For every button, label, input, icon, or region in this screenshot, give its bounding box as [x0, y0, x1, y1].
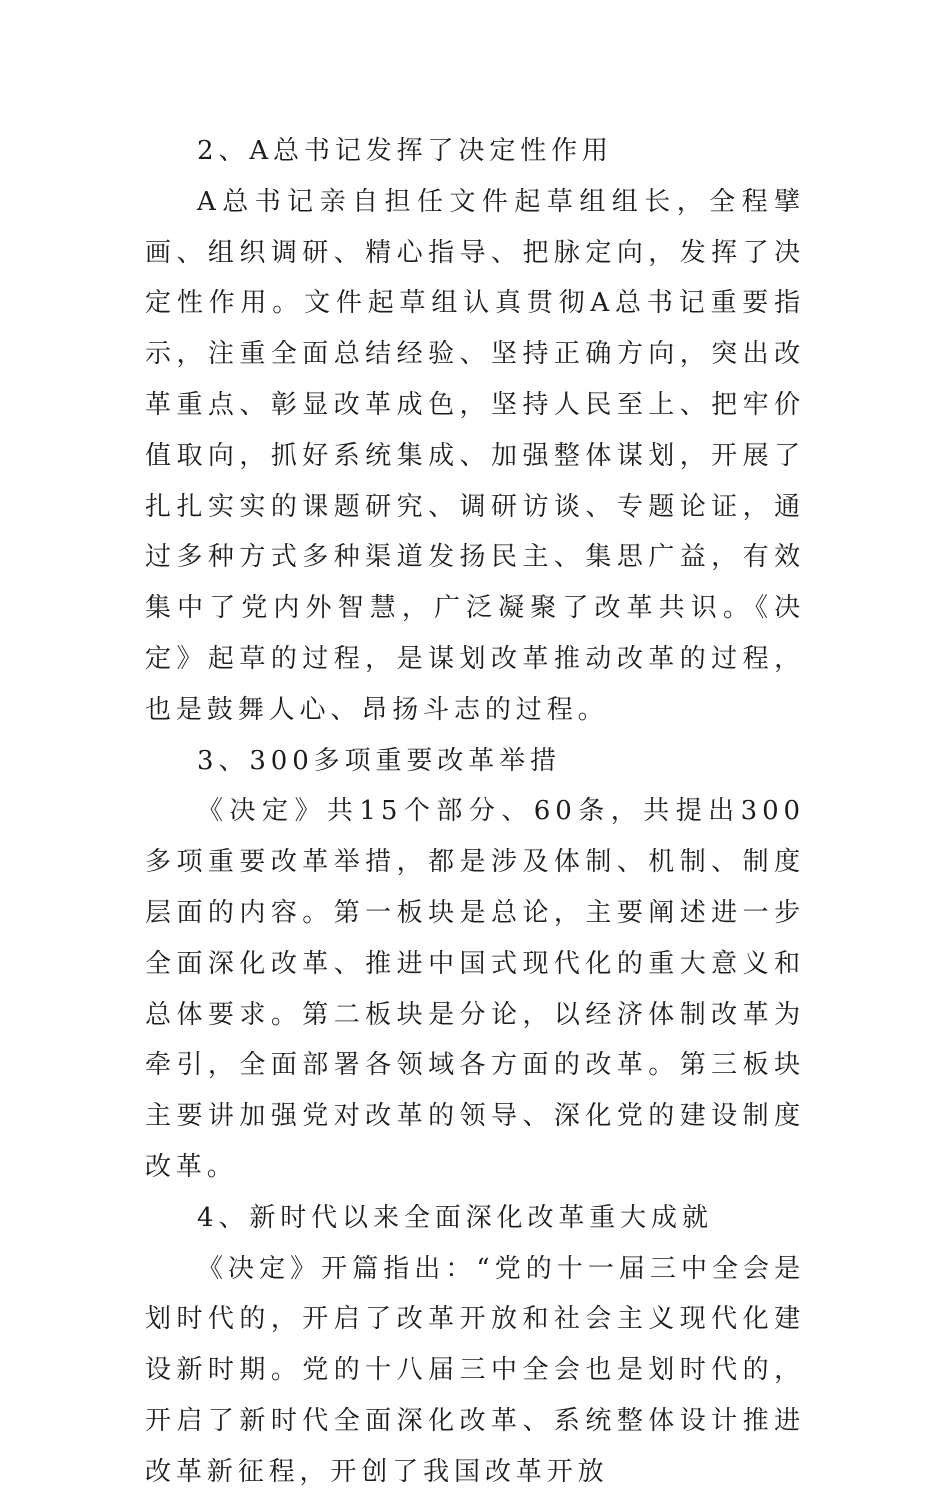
section-body-4: 《决定》开篇指出：“党的十一届三中全会是划时代的，开启了改革开放和社会主义现代化建设新时期。党的十八届三中全会也是划时代的，开启了新时代全面深化改革、系统整体设计推进改革新征程，开创了我国改革开放 [145, 1253, 805, 1487]
section-body-2: A总书记亲自担任文件起草组组长，全程擘画、组织调研、精心指导、把脉定向，发挥了决定性作用。文件起草组认真贯彻A总书记重要指示，注重全面总结经验、坚持正确方向，突出改革重点、彰显改革成色，坚持人民至上、把牢价值取向，抓好系统集成、加强整体谋划，开展了扎扎实实的课题研究、调研访谈、专题论证，通过多种方式多种渠道发扬民主、集思广益，有效集中了党内外智慧，广泛凝聚了改革共识。《决定》起草的过程，是谋划改革推动改革的过程，也是鼓舞人心、昂扬斗志的过程。 [145, 186, 805, 725]
document-page [145, 126, 805, 1498]
section-heading-4: 4、新时代以来全面深化改革重大成就 [197, 1202, 713, 1233]
section-body-3: 《决定》共15个部分、60条，共提出300多项重要改革举措，都是涉及体制、机制、制度层面的内容。第一板块是总论，主要阐述进一步全面深化改革、推进中国式现代化的重大意义和总体要求。第二板块是分论，以经济体制改革为牵引，全面部署各领域各方面的改革。第三板块主要讲加强党对改革的领导、深化党的建设制度改革。 [145, 796, 805, 1182]
section-heading-3: 3、300多项重要改革举措 [197, 745, 561, 776]
section-heading-2: 2、A总书记发挥了决定性作用 [197, 136, 613, 166]
